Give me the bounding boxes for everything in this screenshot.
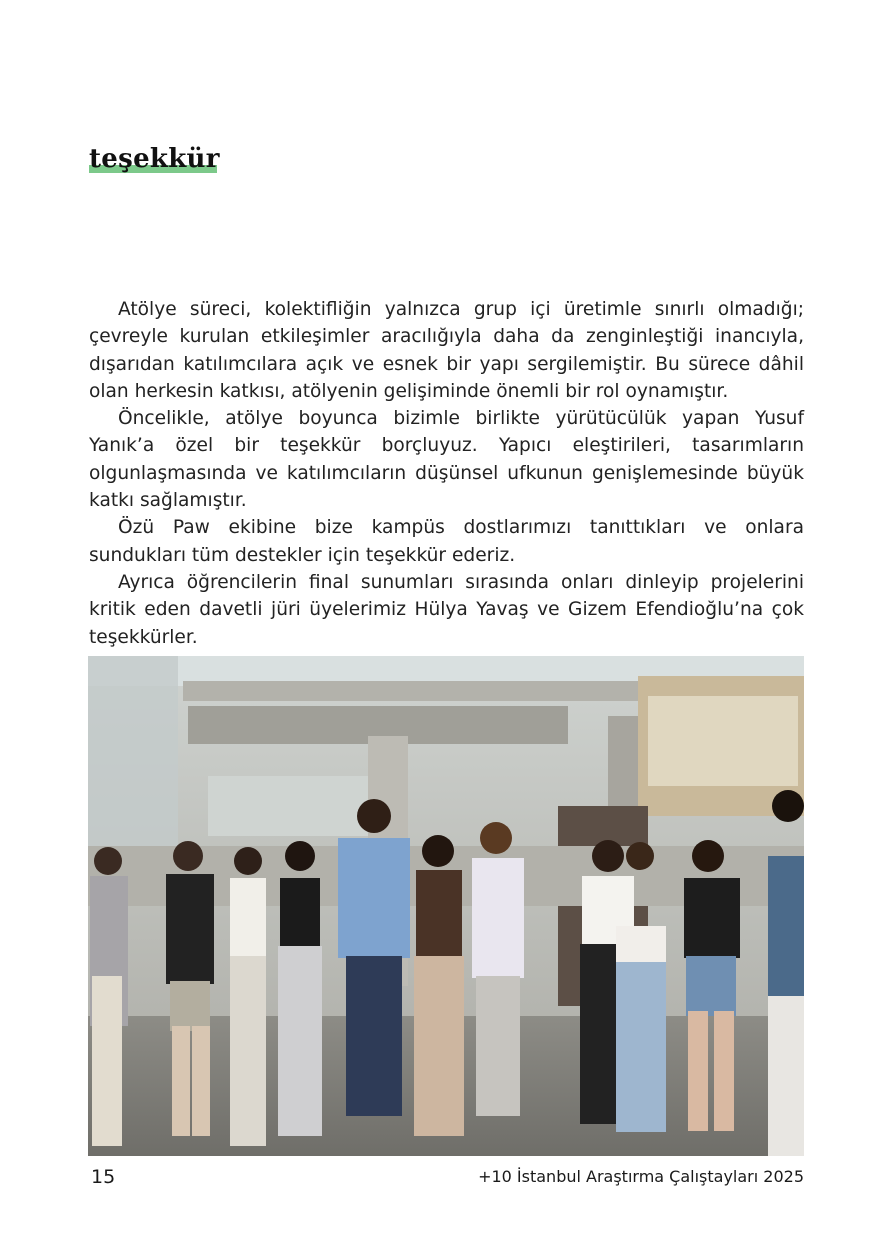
page-number: 15 <box>91 1166 116 1188</box>
section-heading <box>89 142 220 176</box>
body-text <box>89 296 804 651</box>
group-photo-illustration <box>88 656 804 1156</box>
group-photo <box>88 656 804 1156</box>
paragraph: Atölye süreci, kolektifliğin yalnızca grup içi üretimle sınırlı olmadığı; çevreyle kurulan etkileşimler aracılığıyla daha da zenginleştiği inancıyla, dışarıdan katılımcılara açık ve esnek bir yapı sergilemiştir. Bu sürece dâhil olan herkesin katkısı, atölyenin gelişiminde önemli bir rol oynamıştır. <box>89 299 804 402</box>
paragraph: Ayrıca öğrencilerin final sunumları sırasında onları dinleyip projelerini kritik eden davetli jüri üyelerimiz Hülya Yavaş ve Gizem Efendioğlu’na çok teşekkürler. <box>89 571 804 648</box>
page-title: teşekkür <box>89 144 220 174</box>
paragraph: Özü Paw ekibine bize kampüs dostlarımızı tanıttıkları ve onlara sundukları tüm destekler için teşekkür ederiz. <box>89 517 804 566</box>
paragraph: Öncelikle, atölye boyunca bizimle birlikte yürütücülük yapan Yusuf Yanık’a özel bir teşekkür borçluyuz. Yapıcı eleştirileri, tasarımların olgunlaşmasında ve katılımcıların düşünsel ufkunun genişlemesinde büyük katkı sağlamıştır. <box>89 408 804 512</box>
publication-title: +10 İstanbul Araştırma Çalıştayları 2025 <box>478 1167 804 1186</box>
